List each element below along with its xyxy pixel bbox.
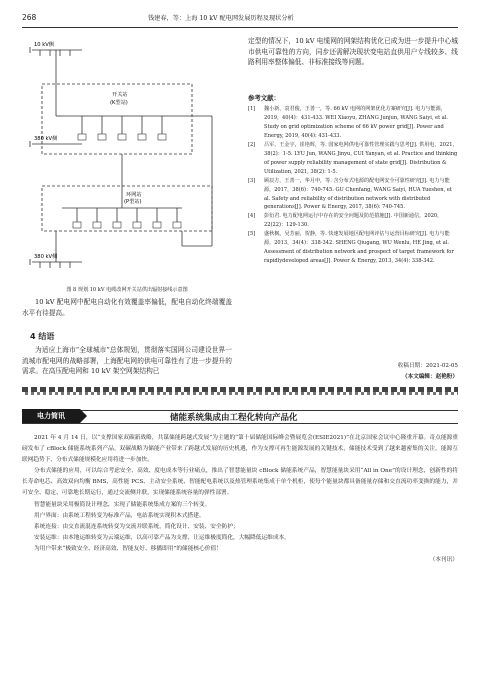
- news-paragraph: 分布式储能的应用，可以综合考虑安全、高效、度电成本等行业痛点，推出了智慧能量块 cBlock 储能系统产品，智慧能量块采用“All in One”的设计理念，创新性的将长寿命电芯、高效双向均衡 BMS、高性能 PCS、主动安全系统、智能配电系统以及热管理系统集成于单个机柜，使每个能量块都具备能量存储和交直流功率变换的能力，并可安全、稳定、可靠地长期运行，通过交流侧并联，实现储能系统容量的弹性部署。: [22, 468, 458, 497]
- news-paragraph: 系统连接：由交直流混连系统转变为交流并联系统，简化设计、安装、安全防护；: [34, 523, 239, 530]
- reference-item: [3] 顾辰方，王善一，华月申，等. 含分布式电源的配电网安全可靠性研究[J]. 电力与能源，2017，38(6)：740-745. GU Chenfang, WANG Saiyi, HUA Yueshen, et al. Safety and reliability of distribution network with distributed generations[J]. Power & Energy, 2017, 38(6): 740-745.: [248, 177, 452, 211]
- page-number: 268: [22, 13, 37, 22]
- news-source: （本刊讯）: [429, 557, 458, 564]
- label-top-bus: 10 kV侧: [34, 42, 54, 48]
- news-paragraph: 2021 年 4 月 14 日，以“支撑国家双碳新战略，共谋储能跨越式发展”为主题的“第十届储能国际峰会暨展览会(ESIE2021)”在北京国家会议中心隆重开幕。奇点能源重磅发布了 cBlock 储能系统系列产品。双碳战略为储能产业带来了跨越式发展的历史机遇，作为支撑可再生能源发展的关键技术，储能技术受到了越来越密集的关注。能源互联网趋势下，分布式储能规模化应用将进一步加快。: [22, 435, 458, 464]
- wiring-diagram: [22, 36, 232, 282]
- reference-item: [2] 吕军，王金宇，崔艳辉，等. 国家电网供电可靠性管理实践与思考[J]. 供用电，2021，38(2)：1-5. LYU Jun, WANG Jinyu, CUI Yanyan, et al. Practice and thinking of power supply reliability management of state grid[J]. Distribution & Utilization, 2021, 38(2): 1-5.: [248, 141, 458, 175]
- label-switch-station-type: (K型站): [110, 100, 128, 106]
- references-list: [248, 105, 458, 266]
- left-para-fig: [22, 297, 232, 318]
- references-heading: 参考文献：: [248, 94, 280, 102]
- label-bus-b: 380 kV侧: [34, 254, 58, 260]
- news-paragraph: 为用户带来“极致安全、经济高效、智能友好、移播即用”的储能核心价值！: [34, 545, 222, 552]
- label-switch-station: 开关站: [112, 92, 128, 98]
- news-paragraph: 用户界面：由系统工程转变为标准产品，电站系统实现积木式搭建。: [34, 512, 205, 519]
- right-para-cont: [248, 36, 458, 68]
- paragraph: 为适应上海市“全球城市”总体规划，贯彻落实国网公司建设世界一流城市配电网的战略部署，上海配电网的供电可靠性有了进一步提升的需求。在高压配电网和 10 kV 架空网架结构已: [22, 346, 232, 376]
- header-rule: [22, 27, 458, 28]
- editor-note: （本文编辑：赵艳粉）: [402, 374, 458, 380]
- section-title: 4 结语: [30, 332, 55, 341]
- label-bus-a: 380 kV侧: [34, 136, 58, 142]
- news-paragraph: 安装运维：由本地运维转变为云端运维，以高可靠产品为支撑，让运维极度简化，大幅降低运维成本。: [34, 534, 290, 541]
- figure-caption: 图 8 规划 10 kV 电缆改网开关站供出辐射接线示意图: [66, 287, 188, 293]
- received-date: 收稿日期：2021-02-05: [397, 363, 458, 369]
- reference-item: [5] 盛秋枫，吴芳丽，贺静，等. 快速发展地区配电网评估与运营目标研究[J]. 电力与能源，2013，34(4)：338-342. SHENG Qiugang, WU Wenlu, HE Jing, et al. Assessment of distribution network and prospect of target framework for rapidlydeveloped areas[J]. Power & Energy, 2013, 34(4): 338-342.: [248, 231, 454, 265]
- reference-item: [1] 魏小新，袁君俊，王善一，等. 66 kV 电网的网架优化方案研究[J]. 电力与能源，2019，40(4)：431-433. WEI Xiaoyu, ZHANG Junjun, WANG Saiyi, et al. Study on grid optimization scheme of 66 kV power grid[J]. Power and Energy, 2019, 40(4): 431-433.: [248, 106, 449, 139]
- running-title: 钱建春，等：上海 10 kV 配电网发展历程及现状分析: [148, 15, 294, 22]
- label-ring-station: 环网站: [126, 192, 142, 198]
- news-title: 储能系统集成由工程化转向产品化: [170, 413, 298, 423]
- section-divider-secondary: [22, 392, 458, 395]
- news-badge: 电力简讯: [22, 409, 80, 423]
- reference-item: [4] 彭衍君. 电力配电网运行中存在的安全问题及防范措施[J]. 中国新通信，2020，22(22)：129-130.: [248, 213, 443, 229]
- label-ring-station-type: (P型站): [124, 199, 142, 205]
- news-body: [22, 433, 458, 566]
- news-paragraph: 智慧能量块采用极简设计理念，实现了储能系统集成方案的三个转变。: [34, 501, 211, 508]
- paragraph: 定型的情况下，10 kV 电缆网的网架结构优化已成为进一步提升中心城市供电可靠性的方向，同步还需解决现状变电站直供用户专线较多、线路利用率整体偏低、非标准接线等问题。: [248, 37, 458, 67]
- left-para-conclusion: [22, 345, 232, 377]
- paragraph: 10 kV 配电网中配电自动化有效覆盖率偏低，配电自动化终端覆盖水平有待提高。: [22, 298, 232, 317]
- news-badge-arrow: [80, 409, 87, 423]
